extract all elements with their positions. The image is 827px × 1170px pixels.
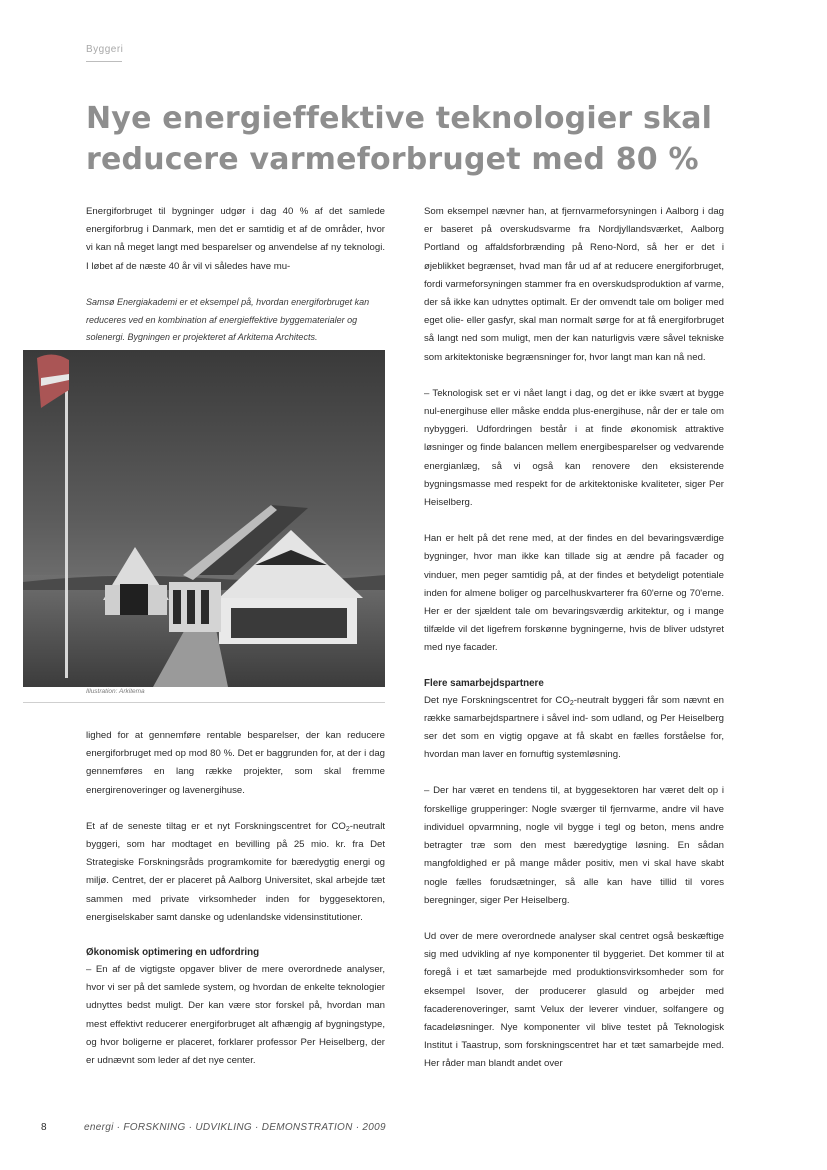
flagpole	[65, 360, 68, 678]
right-paragraph-3: Han er helt på det rene med, at der findes en del bevaringsværdige bygninger, hvor man ikke kan tillade sig at ændre på facader og vinduer, men peger samtidig på, at der findes et betydeligt potentiale inden for almene boliger og parcelhuskvarterer fra 60'erne og 70'erne. Her er der sjældent tale om bevaringsværdig arkitektur, og i mange tilfælde vil det ligefrem forskønne bygningerne, hvis de bliver udstyret med nye facader.	[424, 533, 724, 654]
section-label: Byggeri	[86, 44, 124, 55]
right-paragraph-5: – Der har været en tendens til, at byggesektoren har været delt op i forskellige grupperinger: Nogle sværger til fjernvarme, andre vil have individuel opvarmning, nogle vil bygge i tegl og beton, mens andre betragter træ som den mest bæredygtige løsning. En sådan mangfoldighed er på mange måder positiv, men vi skal have skabt nogle fælles forudsætninger, så alle kan have tillid til vores beregninger, siger Per Heiselberg.	[424, 785, 724, 906]
headline-line-1: Nye energieffektive teknologier skal	[86, 101, 713, 136]
left-paragraph-2: Et af de seneste tiltag er et nyt Forskningscentret for $CO_2$-neutralt byggeri, som har modtaget en bevilling på 25 mio. kr. fra Det Strategiske Forskningsråds programkomite for bæredygtig energi og miljø. Centret, der er placeret på Aalborg Universitet, skal arbejde tæt sammen med private virksomheder inden for byggesektoren, energiselskaber samt danske og udenlandske vidensinstitutioner.	[86, 820, 385, 923]
left-paragraph-1: lighed for at gennemføre rentable besparelser, der kan reducere energiforbruget med op mod 80 %. Det er baggrunden for, at der i dag gennemføres en lang række projekter, som skal fremme energirenoveringer og lavenergihuse.	[86, 730, 385, 796]
publication-footer: energi · FORSKNING · UDVIKLING · DEMONSTRATION · 2009	[84, 1122, 386, 1133]
building-photo-illustration	[23, 350, 385, 687]
headline-line-2: reducere varmeforbruget med 80 %	[86, 142, 699, 177]
subheading-more-partners: Flere samarbejdspartnere	[424, 677, 544, 689]
headline	[86, 98, 746, 180]
building-photo	[23, 350, 385, 687]
right-paragraph-1: Som eksempel nævner han, at fjernvarmeforsyningen i Aalborg i dag er baseret på overskudsvarme fra Nordjyllandsværket, Aalborg Portland og affaldsforbrænding på Reno-Nord, så her er det i øjeblikket begrænset, hvad man får ud af at reducere energiforbruget, fordi varmeforsyningen stammer fra en overskudsproduktion af varme, der så ikke kan udnyttes optimalt. Er der omvendt tale om boliger med eget olie- eller gasfyr, skal man normalt sørge for at få energiforbruget så langt ned som muligt, men der kan naturligvis være såvel tekniske som arkitektoniske begrænsninger for, hvor langt man kan nå ned.	[424, 206, 724, 363]
page-number: 8	[41, 1122, 47, 1133]
left-column-body	[86, 727, 385, 1070]
left-column-intro	[86, 203, 385, 276]
left-paragraph-3: – En af de vigtigste opgaver bliver de mere overordnede analyser, hvor vi ser på det samlede system, og hvordan de enkelte teknologier udnyttes bedst muligt. Der kan være stor forskel på, hvordan man mest effektivt reducerer energiforbruget alt afhængig af bygningstype, og hvor boligerne er placeret, forklarer professor Per Heiselberg, der er udnævnt som leder af det nye center.	[86, 964, 385, 1067]
right-paragraph-4: Det nye Forskningscentret for $CO_2$-neutralt byggeri får som nævnt en række samarbejdspartnere i såvel ind- som udland, og Per Heiselberg ser det som en vigtig opgave at få skabt en fælles forståelse for, hvordan man laver en fornuftig systemløsning.	[424, 694, 724, 761]
right-paragraph-2: – Teknologisk set er vi nået langt i dag, og det er ikke svært at bygge nul-energihuse eller måske endda plus-energihuse, når der er tale om nybyggeri. Udfordringen består i at finde økonomisk attraktive løsninger og finde balancen mellem energibesparelser og vedvarende energianlæg, så vi også kan renovere den eksisterende bygningsmasse med respekt for de arkitektoniske kvaliteter, siger Per Heiselberg.	[424, 387, 724, 509]
right-column	[424, 203, 724, 1074]
subheading-economic-optimization: Økonomisk optimering en udfordring	[86, 947, 260, 959]
section-rule	[86, 61, 122, 62]
intro-paragraph: Energiforbruget til bygninger udgør i dag 40 % af det samlede energiforbrug i Danmark, men det er samtidig et af de områder, hvor vi kan nå meget langt med besparelser og anvendelse af ny teknologi. I løbet af de næste 40 år vil vi således have mu-	[86, 206, 385, 272]
photo-credit: Illustration: Arkitema	[86, 688, 145, 695]
photo-caption: Samsø Energiakademi er et eksempel på, hvordan energiforbruget kan reduceres ved en kombination af energieffektive byggematerialer og solenergi. Bygningen er projekteret af Arkitema Architects.	[86, 297, 370, 342]
photo-rule	[23, 702, 385, 703]
right-paragraph-6: Ud over de mere overordnede analyser skal centret også beskæftige sig med udvikling af nye komponenter til byggeriet. Det kommer til at foregå i et tæt samarbejde med produktionsvirksomheder som for eksempel Isover, der producerer glasuld og arbejder med facaderenoveringer, samt Velux der leverer vinduer, solfangere og facadeløsninger. Nye komponenter vil blive testet på Teknologisk Institut i Taastrup, som forskningscentret har et tæt samarbejde med. Her råder man blandt andet over	[424, 930, 724, 1070]
